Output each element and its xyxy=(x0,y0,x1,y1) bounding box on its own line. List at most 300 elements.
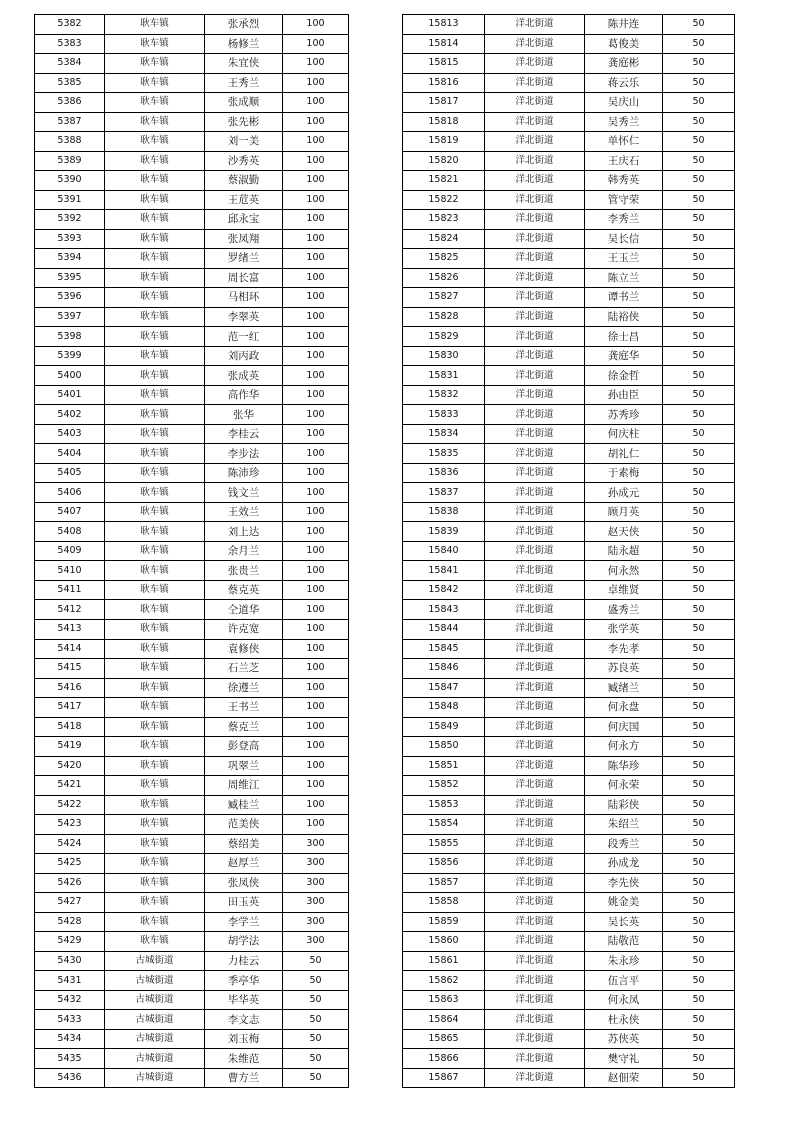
serial-cell: 5386 xyxy=(35,93,105,113)
district-cell: 古城街道 xyxy=(105,1049,205,1069)
name-cell: 姚金美 xyxy=(585,893,663,913)
serial-cell: 5419 xyxy=(35,737,105,757)
amount-cell: 50 xyxy=(663,1049,735,1069)
district-cell: 耿车镇 xyxy=(105,151,205,171)
amount-cell: 50 xyxy=(663,815,735,835)
serial-cell: 5408 xyxy=(35,522,105,542)
table-row xyxy=(403,522,735,542)
name-cell: 张成英 xyxy=(205,366,283,386)
name-cell: 伍言平 xyxy=(585,971,663,991)
serial-cell: 15866 xyxy=(403,1049,485,1069)
amount-cell: 50 xyxy=(663,678,735,698)
name-cell: 臧绪兰 xyxy=(585,678,663,698)
district-cell: 耿车镇 xyxy=(105,112,205,132)
serial-cell: 15820 xyxy=(403,151,485,171)
table-row xyxy=(35,834,349,854)
amount-cell: 100 xyxy=(283,639,349,659)
table-row xyxy=(35,619,349,639)
amount-cell: 50 xyxy=(663,268,735,288)
district-cell: 洋北街道 xyxy=(485,366,585,386)
serial-cell: 5429 xyxy=(35,932,105,952)
table-row xyxy=(35,971,349,991)
district-cell: 洋北街道 xyxy=(485,502,585,522)
name-cell: 张华 xyxy=(205,405,283,425)
serial-cell: 15858 xyxy=(403,893,485,913)
serial-cell: 5432 xyxy=(35,990,105,1010)
serial-cell: 5396 xyxy=(35,288,105,308)
serial-cell: 15828 xyxy=(403,307,485,327)
amount-cell: 100 xyxy=(283,424,349,444)
district-cell: 古城街道 xyxy=(105,990,205,1010)
amount-cell: 50 xyxy=(663,893,735,913)
district-cell: 耿车镇 xyxy=(105,522,205,542)
table-row xyxy=(35,229,349,249)
amount-cell: 50 xyxy=(663,561,735,581)
amount-cell: 100 xyxy=(283,795,349,815)
serial-cell: 15827 xyxy=(403,288,485,308)
table-row xyxy=(35,132,349,152)
serial-cell: 5385 xyxy=(35,73,105,93)
district-cell: 洋北街道 xyxy=(485,171,585,191)
amount-cell: 50 xyxy=(663,483,735,503)
serial-cell: 15839 xyxy=(403,522,485,542)
name-cell: 周维江 xyxy=(205,776,283,796)
table-row xyxy=(35,1029,349,1049)
district-cell: 耿车镇 xyxy=(105,483,205,503)
amount-cell: 50 xyxy=(663,424,735,444)
table-row xyxy=(403,834,735,854)
amount-cell: 50 xyxy=(663,112,735,132)
name-cell: 王玉兰 xyxy=(585,249,663,269)
district-cell: 耿车镇 xyxy=(105,15,205,35)
right-table xyxy=(402,14,735,1088)
name-cell: 孙成龙 xyxy=(585,854,663,874)
district-cell: 洋北街道 xyxy=(485,54,585,74)
district-cell: 洋北街道 xyxy=(485,307,585,327)
serial-cell: 15840 xyxy=(403,541,485,561)
amount-cell: 50 xyxy=(663,541,735,561)
table-row xyxy=(35,463,349,483)
serial-cell: 5383 xyxy=(35,34,105,54)
amount-cell: 100 xyxy=(283,405,349,425)
district-cell: 洋北街道 xyxy=(485,424,585,444)
district-cell: 洋北街道 xyxy=(485,249,585,269)
name-cell: 赵天侠 xyxy=(585,522,663,542)
district-cell: 耿车镇 xyxy=(105,600,205,620)
name-cell: 周长富 xyxy=(205,268,283,288)
amount-cell: 50 xyxy=(283,1068,349,1088)
table-row xyxy=(35,815,349,835)
table-row xyxy=(403,776,735,796)
serial-cell: 5403 xyxy=(35,424,105,444)
district-cell: 耿车镇 xyxy=(105,639,205,659)
district-cell: 洋北街道 xyxy=(485,854,585,874)
table-row xyxy=(403,580,735,600)
amount-cell: 50 xyxy=(663,580,735,600)
table-row xyxy=(403,268,735,288)
serial-cell: 5398 xyxy=(35,327,105,347)
amount-cell: 100 xyxy=(283,522,349,542)
table-row xyxy=(403,112,735,132)
amount-cell: 50 xyxy=(663,405,735,425)
name-cell: 李文志 xyxy=(205,1010,283,1030)
table-row xyxy=(403,815,735,835)
amount-cell: 100 xyxy=(283,483,349,503)
district-cell: 洋北街道 xyxy=(485,151,585,171)
district-cell: 洋北街道 xyxy=(485,873,585,893)
amount-cell: 100 xyxy=(283,502,349,522)
serial-cell: 15835 xyxy=(403,444,485,464)
table-row xyxy=(35,912,349,932)
serial-cell: 5415 xyxy=(35,659,105,679)
serial-cell: 5433 xyxy=(35,1010,105,1030)
district-cell: 耿车镇 xyxy=(105,580,205,600)
serial-cell: 5409 xyxy=(35,541,105,561)
amount-cell: 50 xyxy=(663,366,735,386)
amount-cell: 100 xyxy=(283,698,349,718)
table-row xyxy=(403,249,735,269)
table-row xyxy=(403,366,735,386)
table-row xyxy=(403,698,735,718)
name-cell: 仝道华 xyxy=(205,600,283,620)
table-row xyxy=(35,502,349,522)
name-cell: 张贵兰 xyxy=(205,561,283,581)
district-cell: 洋北街道 xyxy=(485,268,585,288)
amount-cell: 100 xyxy=(283,151,349,171)
district-cell: 耿车镇 xyxy=(105,737,205,757)
district-cell: 洋北街道 xyxy=(485,346,585,366)
amount-cell: 100 xyxy=(283,171,349,191)
table-row xyxy=(35,1049,349,1069)
amount-cell: 100 xyxy=(283,541,349,561)
district-cell: 洋北街道 xyxy=(485,1068,585,1088)
table-row xyxy=(35,366,349,386)
district-cell: 洋北街道 xyxy=(485,112,585,132)
table-row xyxy=(403,678,735,698)
name-cell: 袁修侠 xyxy=(205,639,283,659)
amount-cell: 100 xyxy=(283,678,349,698)
name-cell: 刘上达 xyxy=(205,522,283,542)
amount-cell: 50 xyxy=(663,54,735,74)
serial-cell: 5407 xyxy=(35,502,105,522)
amount-cell: 50 xyxy=(663,717,735,737)
district-cell: 耿车镇 xyxy=(105,346,205,366)
name-cell: 龚庭华 xyxy=(585,346,663,366)
name-cell: 何庆柱 xyxy=(585,424,663,444)
amount-cell: 100 xyxy=(283,619,349,639)
table-row xyxy=(35,854,349,874)
name-cell: 葛俊美 xyxy=(585,34,663,54)
district-cell: 洋北街道 xyxy=(485,659,585,679)
serial-cell: 5414 xyxy=(35,639,105,659)
amount-cell: 100 xyxy=(283,190,349,210)
table-row xyxy=(403,1029,735,1049)
name-cell: 杨修兰 xyxy=(205,34,283,54)
district-cell: 耿车镇 xyxy=(105,34,205,54)
amount-cell: 100 xyxy=(283,776,349,796)
district-cell: 耿车镇 xyxy=(105,932,205,952)
serial-cell: 15850 xyxy=(403,737,485,757)
table-row xyxy=(35,268,349,288)
amount-cell: 50 xyxy=(283,990,349,1010)
name-cell: 管守荣 xyxy=(585,190,663,210)
district-cell: 耿车镇 xyxy=(105,366,205,386)
name-cell: 蔡克兰 xyxy=(205,717,283,737)
serial-cell: 15856 xyxy=(403,854,485,874)
serial-cell: 15846 xyxy=(403,659,485,679)
name-cell: 李学兰 xyxy=(205,912,283,932)
name-cell: 苏侠英 xyxy=(585,1029,663,1049)
amount-cell: 50 xyxy=(663,873,735,893)
serial-cell: 5430 xyxy=(35,951,105,971)
serial-cell: 5421 xyxy=(35,776,105,796)
amount-cell: 50 xyxy=(663,990,735,1010)
district-cell: 耿车镇 xyxy=(105,502,205,522)
amount-cell: 300 xyxy=(283,834,349,854)
amount-cell: 50 xyxy=(663,1029,735,1049)
serial-cell: 15825 xyxy=(403,249,485,269)
district-cell: 耿车镇 xyxy=(105,327,205,347)
serial-cell: 15860 xyxy=(403,932,485,952)
serial-cell: 15826 xyxy=(403,268,485,288)
table-row xyxy=(403,619,735,639)
amount-cell: 50 xyxy=(663,795,735,815)
serial-cell: 5395 xyxy=(35,268,105,288)
name-cell: 许克宽 xyxy=(205,619,283,639)
name-cell: 段秀兰 xyxy=(585,834,663,854)
name-cell: 陈沛珍 xyxy=(205,463,283,483)
name-cell: 巩翠兰 xyxy=(205,756,283,776)
district-cell: 耿车镇 xyxy=(105,190,205,210)
serial-cell: 5406 xyxy=(35,483,105,503)
amount-cell: 50 xyxy=(283,1029,349,1049)
amount-cell: 50 xyxy=(663,619,735,639)
table-row xyxy=(35,678,349,698)
serial-cell: 5391 xyxy=(35,190,105,210)
amount-cell: 50 xyxy=(663,307,735,327)
table-row xyxy=(403,659,735,679)
name-cell: 王效兰 xyxy=(205,502,283,522)
amount-cell: 100 xyxy=(283,268,349,288)
name-cell: 朱绍兰 xyxy=(585,815,663,835)
district-cell: 耿车镇 xyxy=(105,405,205,425)
serial-cell: 15855 xyxy=(403,834,485,854)
table-row xyxy=(35,171,349,191)
name-cell: 蒋云乐 xyxy=(585,73,663,93)
amount-cell: 50 xyxy=(663,600,735,620)
table-row xyxy=(403,424,735,444)
serial-cell: 5418 xyxy=(35,717,105,737)
name-cell: 何永然 xyxy=(585,561,663,581)
name-cell: 高作华 xyxy=(205,385,283,405)
table-row xyxy=(403,444,735,464)
serial-cell: 5387 xyxy=(35,112,105,132)
amount-cell: 50 xyxy=(663,698,735,718)
table-row xyxy=(403,717,735,737)
amount-cell: 300 xyxy=(283,854,349,874)
table-row xyxy=(403,756,735,776)
serial-cell: 5394 xyxy=(35,249,105,269)
district-cell: 耿车镇 xyxy=(105,93,205,113)
name-cell: 胡礼仁 xyxy=(585,444,663,464)
amount-cell: 50 xyxy=(663,522,735,542)
amount-cell: 50 xyxy=(663,249,735,269)
name-cell: 李翠英 xyxy=(205,307,283,327)
district-cell: 耿车镇 xyxy=(105,912,205,932)
amount-cell: 50 xyxy=(283,1049,349,1069)
table-row xyxy=(35,756,349,776)
name-cell: 徐遵兰 xyxy=(205,678,283,698)
table-row xyxy=(403,912,735,932)
amount-cell: 50 xyxy=(663,834,735,854)
serial-cell: 5431 xyxy=(35,971,105,991)
serial-cell: 5434 xyxy=(35,1029,105,1049)
amount-cell: 50 xyxy=(663,73,735,93)
serial-cell: 15831 xyxy=(403,366,485,386)
district-cell: 耿车镇 xyxy=(105,678,205,698)
serial-cell: 15859 xyxy=(403,912,485,932)
table-row xyxy=(403,737,735,757)
table-row xyxy=(35,288,349,308)
amount-cell: 50 xyxy=(663,502,735,522)
name-cell: 臧桂兰 xyxy=(205,795,283,815)
district-cell: 耿车镇 xyxy=(105,210,205,230)
name-cell: 何永荣 xyxy=(585,776,663,796)
amount-cell: 50 xyxy=(663,171,735,191)
serial-cell: 15864 xyxy=(403,1010,485,1030)
serial-cell: 5436 xyxy=(35,1068,105,1088)
name-cell: 龚庭彬 xyxy=(585,54,663,74)
table-row xyxy=(403,34,735,54)
name-cell: 刘一美 xyxy=(205,132,283,152)
name-cell: 吴秀兰 xyxy=(585,112,663,132)
name-cell: 胡学法 xyxy=(205,932,283,952)
table-row xyxy=(403,483,735,503)
district-cell: 耿车镇 xyxy=(105,776,205,796)
serial-cell: 5404 xyxy=(35,444,105,464)
table-row xyxy=(35,249,349,269)
district-cell: 耿车镇 xyxy=(105,73,205,93)
left-table xyxy=(34,14,349,1088)
serial-cell: 15824 xyxy=(403,229,485,249)
serial-cell: 15821 xyxy=(403,171,485,191)
name-cell: 王庆石 xyxy=(585,151,663,171)
district-cell: 洋北街道 xyxy=(485,1010,585,1030)
district-cell: 洋北街道 xyxy=(485,561,585,581)
serial-cell: 5405 xyxy=(35,463,105,483)
table-row xyxy=(403,1010,735,1030)
amount-cell: 100 xyxy=(283,366,349,386)
district-cell: 洋北街道 xyxy=(485,541,585,561)
table-row xyxy=(403,15,735,35)
name-cell: 沙秀英 xyxy=(205,151,283,171)
serial-cell: 5427 xyxy=(35,893,105,913)
table-row xyxy=(35,483,349,503)
district-cell: 耿车镇 xyxy=(105,463,205,483)
district-cell: 耿车镇 xyxy=(105,659,205,679)
name-cell: 于素梅 xyxy=(585,463,663,483)
district-cell: 耿车镇 xyxy=(105,756,205,776)
serial-cell: 15844 xyxy=(403,619,485,639)
district-cell: 洋北街道 xyxy=(485,132,585,152)
amount-cell: 50 xyxy=(283,1010,349,1030)
amount-cell: 100 xyxy=(283,210,349,230)
name-cell: 何永方 xyxy=(585,737,663,757)
name-cell: 苏良英 xyxy=(585,659,663,679)
name-cell: 赵佃荣 xyxy=(585,1068,663,1088)
name-cell: 张先彬 xyxy=(205,112,283,132)
serial-cell: 5417 xyxy=(35,698,105,718)
table-row xyxy=(35,73,349,93)
amount-cell: 50 xyxy=(663,1068,735,1088)
serial-cell: 15834 xyxy=(403,424,485,444)
amount-cell: 100 xyxy=(283,54,349,74)
name-cell: 马相环 xyxy=(205,288,283,308)
name-cell: 何永凤 xyxy=(585,990,663,1010)
amount-cell: 50 xyxy=(663,34,735,54)
district-cell: 洋北街道 xyxy=(485,990,585,1010)
table-row xyxy=(403,190,735,210)
table-row xyxy=(403,171,735,191)
serial-cell: 5411 xyxy=(35,580,105,600)
serial-cell: 15842 xyxy=(403,580,485,600)
table-row xyxy=(35,698,349,718)
name-cell: 吴长信 xyxy=(585,229,663,249)
name-cell: 吴庆山 xyxy=(585,93,663,113)
amount-cell: 100 xyxy=(283,346,349,366)
table-row xyxy=(403,210,735,230)
serial-cell: 5400 xyxy=(35,366,105,386)
district-cell: 洋北街道 xyxy=(485,815,585,835)
amount-cell: 100 xyxy=(283,737,349,757)
amount-cell: 50 xyxy=(663,93,735,113)
amount-cell: 50 xyxy=(663,463,735,483)
serial-cell: 5402 xyxy=(35,405,105,425)
serial-cell: 15813 xyxy=(403,15,485,35)
table-row xyxy=(35,951,349,971)
serial-cell: 15867 xyxy=(403,1068,485,1088)
table-row xyxy=(35,93,349,113)
amount-cell: 50 xyxy=(283,971,349,991)
table-row xyxy=(403,463,735,483)
serial-cell: 15857 xyxy=(403,873,485,893)
table-row xyxy=(35,580,349,600)
name-cell: 李先侠 xyxy=(585,873,663,893)
serial-cell: 15865 xyxy=(403,1029,485,1049)
name-cell: 余月兰 xyxy=(205,541,283,561)
amount-cell: 100 xyxy=(283,385,349,405)
district-cell: 古城街道 xyxy=(105,971,205,991)
name-cell: 力桂云 xyxy=(205,951,283,971)
amount-cell: 50 xyxy=(663,639,735,659)
serial-cell: 15838 xyxy=(403,502,485,522)
amount-cell: 100 xyxy=(283,112,349,132)
serial-cell: 5393 xyxy=(35,229,105,249)
table-row xyxy=(35,1010,349,1030)
district-cell: 耿车镇 xyxy=(105,229,205,249)
table-row xyxy=(35,385,349,405)
district-cell: 洋北街道 xyxy=(485,834,585,854)
table-row xyxy=(403,288,735,308)
district-cell: 洋北街道 xyxy=(485,795,585,815)
serial-cell: 5392 xyxy=(35,210,105,230)
table-row xyxy=(403,54,735,74)
serial-cell: 15832 xyxy=(403,385,485,405)
district-cell: 洋北街道 xyxy=(485,1029,585,1049)
serial-cell: 15829 xyxy=(403,327,485,347)
amount-cell: 50 xyxy=(663,190,735,210)
name-cell: 苏秀珍 xyxy=(585,405,663,425)
